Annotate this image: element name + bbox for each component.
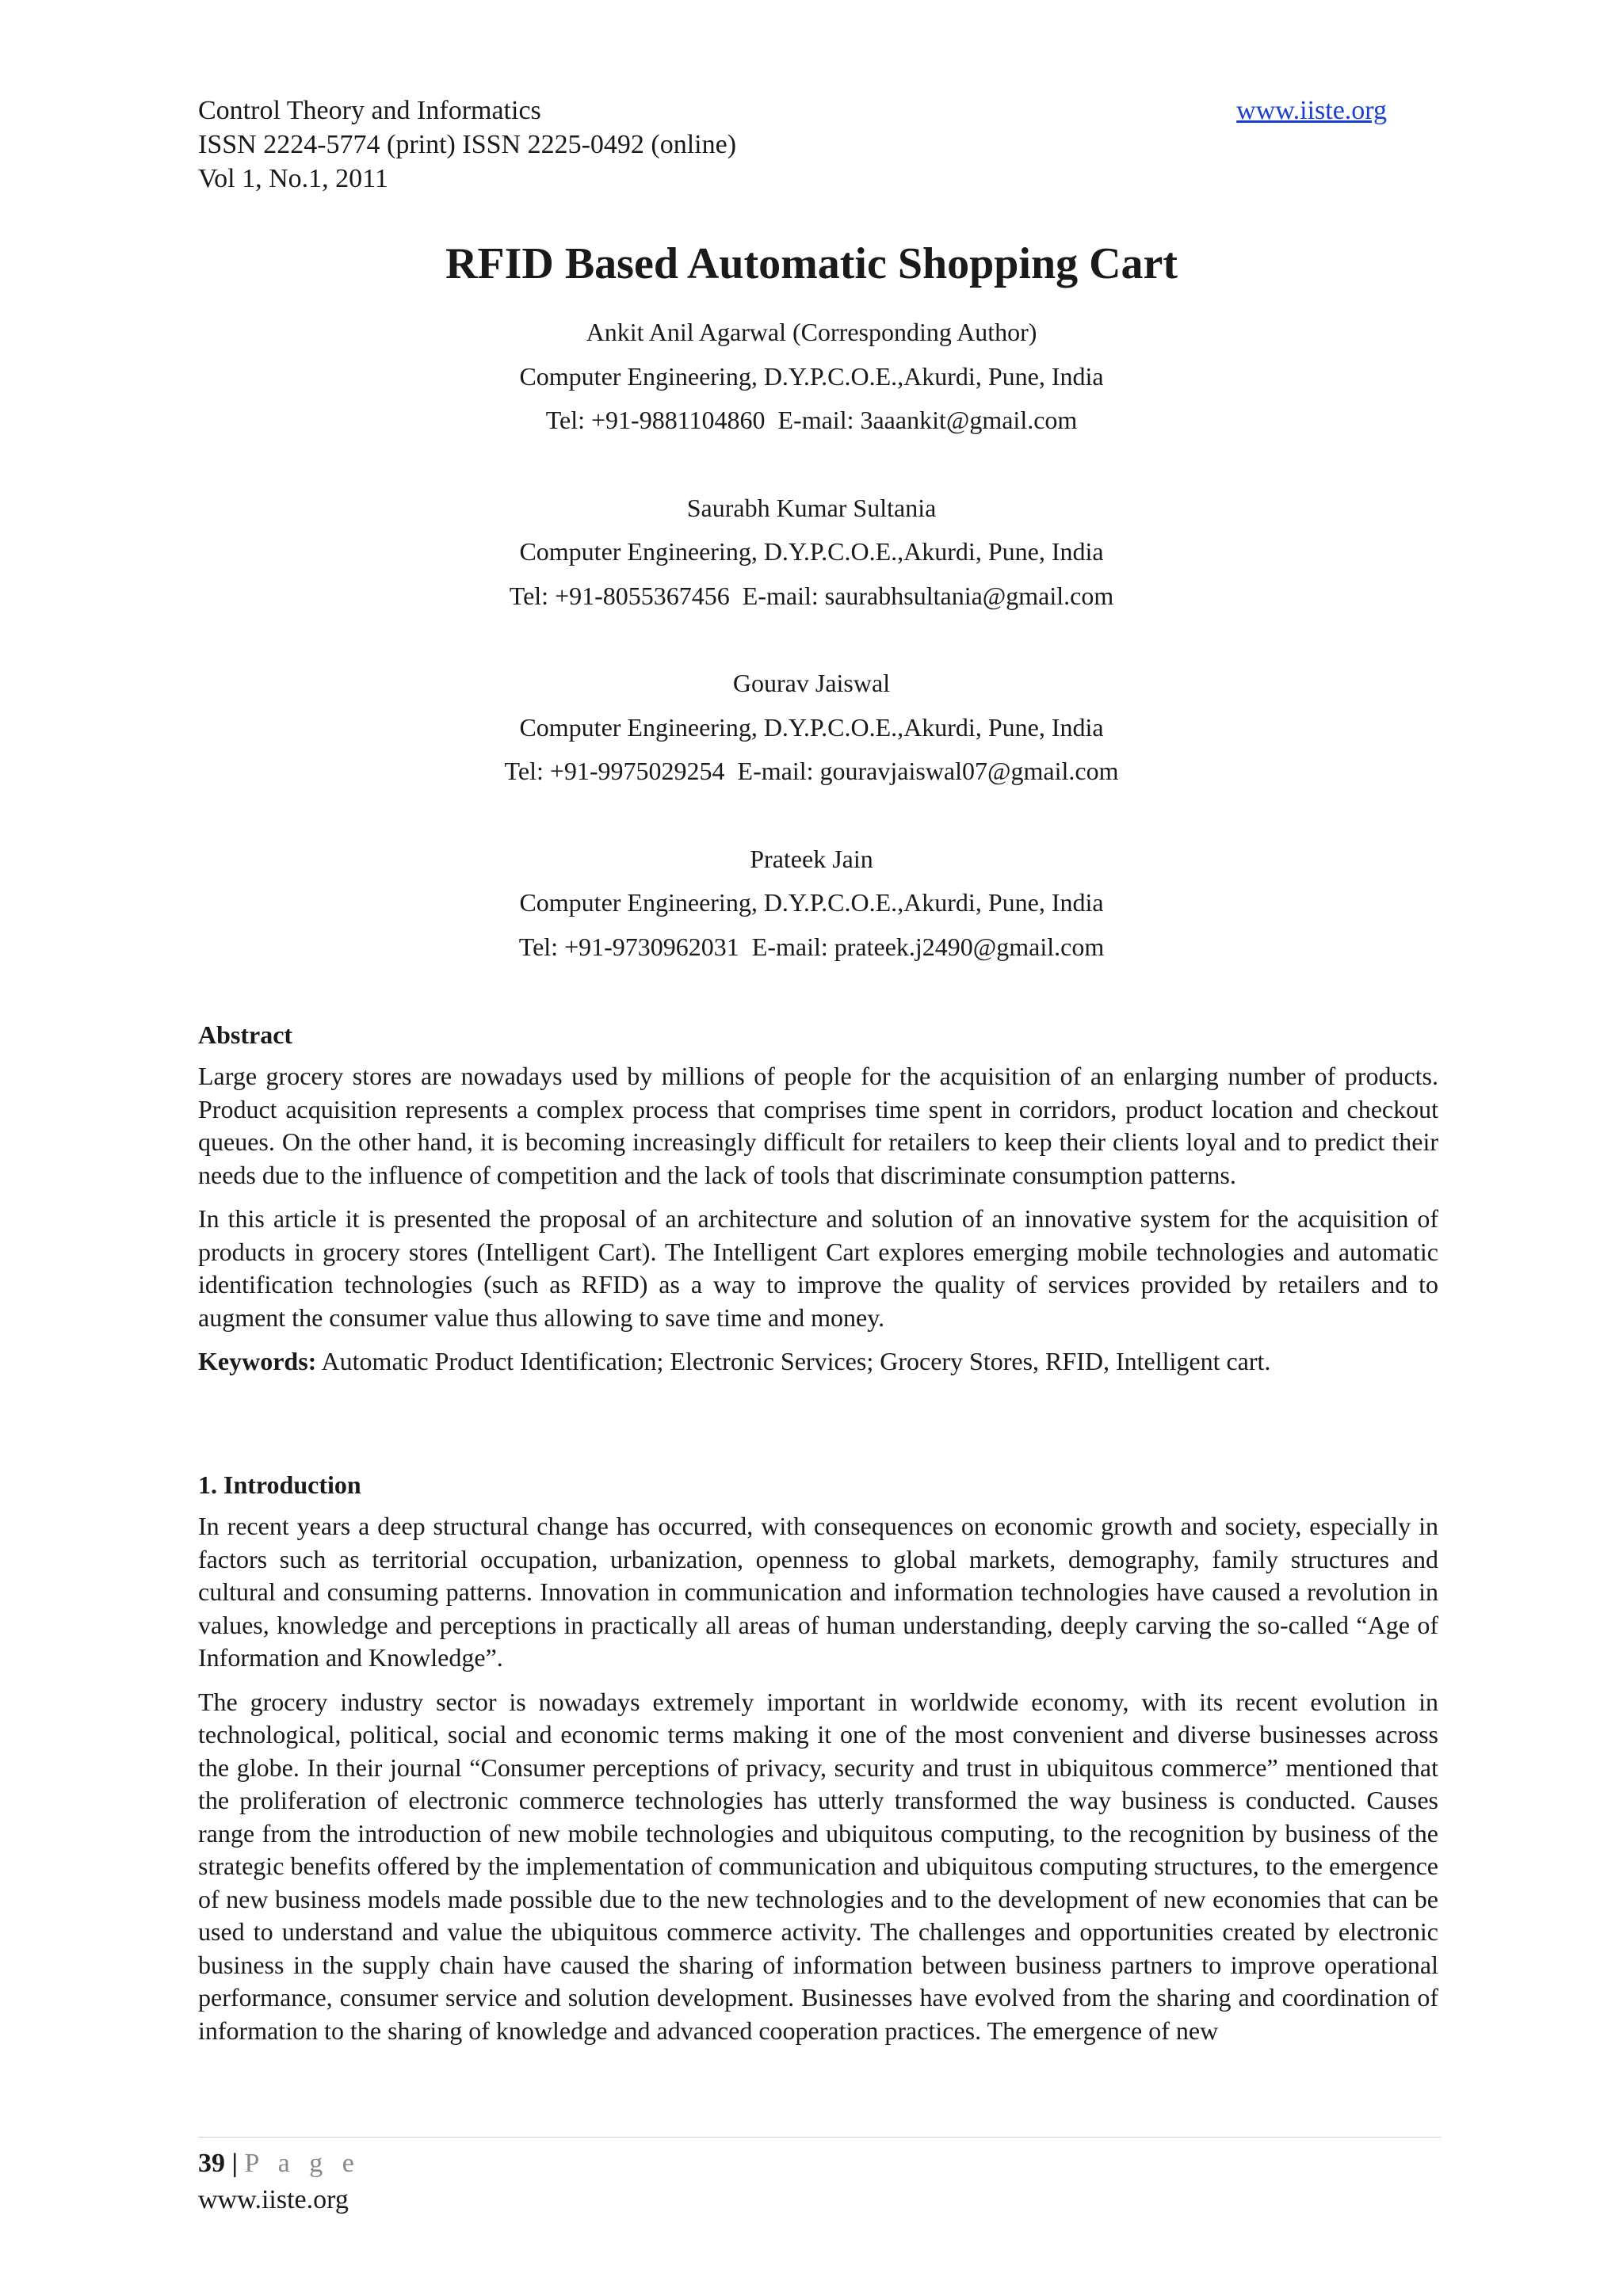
author-contact: Tel: +91-9975029254 E-mail: gouravjaiswal07@gmail.com xyxy=(504,757,1119,785)
author-block xyxy=(0,837,1623,970)
journal-volume: Vol 1, No.1, 2011 xyxy=(198,164,388,193)
author-contact: Tel: +91-9881104860 E-mail: 3aaankit@gmail.com xyxy=(545,406,1078,434)
author-name: Saurabh Kumar Sultania xyxy=(686,493,937,522)
keywords-label: Keywords: xyxy=(198,1347,317,1375)
author-name: Gourav Jaiswal xyxy=(732,669,891,697)
page-indicator xyxy=(198,2145,361,2182)
journal-header xyxy=(198,93,1387,196)
author-contact: Tel: +91-8055367456 E-mail: saurabhsultania@gmail.com xyxy=(509,581,1114,610)
introduction-paragraph: In recent years a deep structural change has occurred, with consequences on economic growth and society, especially in factors such as territorial occupation, urbanization, openness to global markets, demography, family structures and cultural and consuming patterns. Innovation in communication and information technologies have caused a revolution in values, knowledge and perceptions in practically all areas of human understanding, deeply carving the so-called “Age of Information and Knowledge”. xyxy=(198,1512,1438,1672)
abstract-section xyxy=(198,1017,1438,1390)
paper-title: RFID Based Automatic Shopping Cart xyxy=(445,239,1178,288)
author-affiliation: Computer Engineering, D.Y.P.C.O.E.,Akurdi, Pune, India xyxy=(519,888,1104,917)
journal-name: Control Theory and Informatics xyxy=(198,96,541,125)
page-word: P a g e xyxy=(244,2149,361,2178)
keywords-line xyxy=(198,1345,1438,1379)
footer-url: www.iiste.org xyxy=(198,2185,349,2214)
abstract-heading: Abstract xyxy=(198,1020,293,1049)
introduction-heading: 1. Introduction xyxy=(198,1470,361,1499)
author-block xyxy=(0,486,1623,619)
abstract-paragraph: Large grocery stores are nowadays used by millions of people for the acquisition of an enlarging number of products. Product acquisition represents a complex process that comprises time spent in corridors, product location and checkout queues. On the other hand, it is becoming increasingly difficult for retailers to keep their clients loyal and to predict their needs due to the influence of competition and the lack of tools that discriminate consumption patterns. xyxy=(198,1062,1438,1189)
author-affiliation: Computer Engineering, D.Y.P.C.O.E.,Akurdi, Pune, India xyxy=(519,537,1104,566)
page-separator: | xyxy=(225,2149,245,2178)
author-contact: Tel: +91-9730962031 E-mail: prateek.j2490@gmail.com xyxy=(518,932,1105,961)
author-name: Prateek Jain xyxy=(750,844,873,873)
introduction-paragraph: The grocery industry sector is nowadays extremely important in worldwide economy, with its recent evolution in technological, political, social and economic terms making it one of the most convenient and diverse businesses across the globe. In their journal “Consumer perceptions of privacy, security and trust in ubiquitous commerce” mentioned that the proliferation of electronic commerce technologies has utterly transformed the way business is conducted. Causes range from the introduction of new mobile technologies and ubiquitous computing, to the recognition by business of the strategic benefits offered by the implementation of communication and ubiquitous computing structures, to the emergence of new business models made possible due to the new technologies and to the development of new economies that can be used to understand and value the ubiquitous commerce activity. The challenges and opportunities created by electronic business in the supply chain have caused the sharing of information between business partners to improve operational performance, consumer service and solution development. Businesses have evolved from the sharing and coordination of information to the sharing of knowledge and advanced cooperation practices. The emergence of new xyxy=(198,1687,1438,2045)
footer-divider xyxy=(198,2137,1441,2138)
author-list xyxy=(0,311,1623,969)
page-footer xyxy=(198,2145,361,2218)
introduction-section xyxy=(198,1467,1438,2058)
author-name: Ankit Anil Agarwal (Corresponding Author) xyxy=(586,318,1037,346)
journal-issn: ISSN 2224-5774 (print) ISSN 2225-0492 (online) xyxy=(198,130,737,159)
abstract-paragraph: In this article it is presented the proposal of an architecture and solution of an innovative system for the acquisition of products in grocery stores (Intelligent Cart). The Intelligent Cart explores emerging mobile technologies and automatic identification technologies (such as RFID) as a way to improve the quality of services provided by retailers and to augment the consumer value thus allowing to save time and money. xyxy=(198,1204,1438,1332)
author-block xyxy=(0,662,1623,794)
author-affiliation: Computer Engineering, D.Y.P.C.O.E.,Akurdi, Pune, India xyxy=(519,361,1104,391)
author-affiliation: Computer Engineering, D.Y.P.C.O.E.,Akurdi, Pune, India xyxy=(519,712,1104,742)
page-number: 39 xyxy=(198,2149,225,2178)
author-block xyxy=(0,311,1623,443)
journal-url-link[interactable]: www.iiste.org xyxy=(1236,96,1387,125)
keywords-text: Automatic Product Identification; Electronic Services; Grocery Stores, RFID, Intelligent cart. xyxy=(316,1347,1271,1375)
